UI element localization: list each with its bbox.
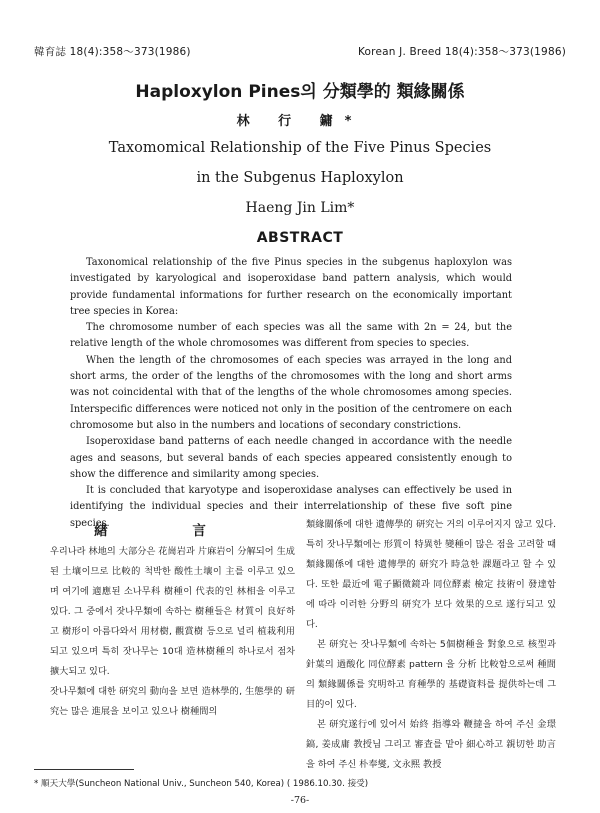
abstract-paragraph: When the length of the chromosomes of each species was arrayed in the long and short arms, the order of the lengths of the chromosomes with the long and short arms was not coincidental with that of the lengths of the whole chromosomes among species. Interspecific differences were noticed not only in the position of the centromere on each chromosome but also in the numbers and locations of secondary constrictions. (70, 354, 512, 431)
abstract-paragraph: It is concluded that karyotype and isoperoxidase analyses can effectively be used in identifying the individual species and their interrelationship of these five soft pine species. (70, 485, 512, 529)
footnote-rule (34, 769, 134, 770)
abstract-body (70, 255, 512, 532)
body-paragraph: 잣나무類에 대한 研究의 動向을 보면 造林學的, 生態學的 研究는 많은 進展을 보이고 있으나 樹種間의 (50, 686, 295, 717)
body-paragraph: 類緣關係에 대한 遺傳學的 研究는 거의 이루어지지 않고 있다. 특히 잣나무類에는 形質이 特異한 變種이 많은 점을 고려할 때 類緣關係에 대한 遺傳學的 研究가 時急한 課題라고 할 수 있다. 또한 最近에 電子顯微鏡과 同位酵素 檢定 技術이 發達함에 따라 이러한 分野의 研究가 보다 效果的으로 遂行되고 있다. (306, 519, 556, 630)
paper-title-english-line2: in the Subgenus Haploxylon (196, 170, 404, 186)
abstract-paragraph: Taxonomical relationship of the five Pinus species in the subgenus haploxylon was investigated by karyological and isoperoxidase band pattern analysis, which would provide fundamental informations for further research on the economically important tree species in Korea: (70, 257, 512, 317)
journal-header-korean: 韓育誌 18(4):358～373(1986) (34, 46, 191, 58)
page-number: -76- (290, 795, 310, 806)
abstract-paragraph: The chromosome number of each species was all the same with 2n = 24, but the relative length of the whole chromosomes was different from species to species. (70, 322, 512, 350)
body-paragraph: 본 研究遂行에 있어서 始終 指導와 鞭撻을 하여 주신 金璟鎬, 姜成庸 教授님 그리고 審査를 맡아 細心하고 親切한 助言을 하여 주신 朴奉燮, 文永熙 教授 (306, 719, 556, 770)
abstract-heading: ABSTRACT (256, 230, 344, 246)
body-paragraph: 본 研究는 잣나무類에 속하는 5個樹種을 對象으로 核型과 針葉의 過酸化 同位酵素 pattern 을 分析 比較함으로써 種間의 類緣關係를 究明하고 育種學的 基礎資料를 提供하는데 그 目的이 있다. (306, 639, 556, 710)
author-korean: 林 行 鏞* (236, 114, 364, 129)
footnote-affiliation: * 順天大學(Suncheon National Univ., Suncheon 540, Korea) ( 1986.10.30. 接受) (34, 779, 369, 789)
journal-header-english: Korean J. Breed 18(4):358～373(1986) (357, 46, 566, 58)
body-column-right (306, 515, 556, 775)
abstract-paragraph: Isoperoxidase band patterns of each needle changed in accordance with the needle ages and seasons, but several bands of each species appeared consistently enough to show the difference and similarity among species. (70, 436, 512, 480)
paper-title-english-line1: Taxomomical Relationship of the Five Pinus Species (108, 140, 492, 156)
body-paragraph: 우리나라 林地의 大部分은 花崗岩과 片麻岩이 分解되어 生成된 土壤이므로 比較的 척박한 酸性土壤이 主를 이루고 있으며 여기에 適應된 소나무科 樹種이 代表的인 林相을 이루고 있다. 그 중에서 잣나무類에 속하는 樹種들은 材質이 良好하고 樹形이 아름다와서 用材樹, 觀賞樹 등으로 널리 植栽利用되고 있으며 특히 잣나무는 10대 造林樹種의 하나로서 점차 擴大되고 있다. (50, 546, 295, 677)
section-heading-introduction: 緖 言 (94, 523, 246, 539)
paper-title-korean: Haploxylon Pines의 分類學的 類緣關係 (135, 82, 465, 102)
author-english: Haeng Jin Lim* (245, 200, 355, 216)
body-column-left (50, 542, 295, 722)
